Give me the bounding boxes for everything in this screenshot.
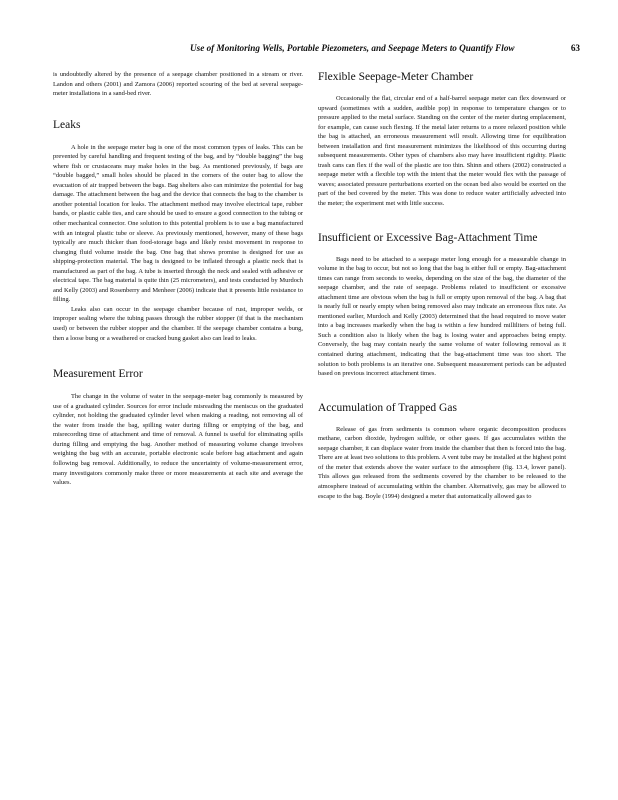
bag-attachment-paragraph: Bags need to be attached to a seepage meter long enough for a measurable change in volume in the bag to occur, but not so long that the bag is either full or empty. Bag-attachment times can range from seconds to weeks, depending on the size of the bag, the diameter of the seepage chamber, and the rate of seepage. Problems related to insufficient or excessive attachment time are obvious when the bag is full or empty upon removal of the bag. A bag that is nearly full or nearly empty when being removed also may indicate an erroneous flux rate. As mentioned earlier, Murdoch and Kelly (2003) determined that the head required to move water into a bag increases markedly when the bag is within a few hundred milliliters of being full. Such a condition also is likely when the bag is losing water and approaches being empty. Conversely, the bag may contain nearly the same volume of water following removal as it contained during attachment, indicating that the bag-attachment time was too short. The solution to both problems is an iterative one. Subsequent measurement periods can be adjusted based on previous incorrect attachment times.: [318, 255, 566, 378]
left-column: [53, 70, 303, 488]
right-column: [318, 70, 566, 501]
section-heading-flexible-chamber: Flexible Seepage-Meter Chamber: [318, 71, 474, 83]
section-heading-bag-attachment-time: Insufficient or Excessive Bag-Attachment Time: [318, 231, 538, 244]
section-heading-leaks: Leaks: [53, 118, 81, 131]
leaks-paragraph-1: A hole in the seepage meter bag is one of the most common types of leaks. This can be prevented by careful handling and frequent testing of the bag, and by “double bagging” the bag where fish or crustaceans may make holes in the bag. As mentioned previously, if bags are “double bagged,” small holes should be placed in the corners of the outer bag to allow the evacuation of air trapped between the bags. Bag shelters also can minimize the potential for bag damage. The attachment between the bag and the device that connects the bag to the chamber is another potential location for leaks. The attachment method may involve electrical tape, rubber bands, or plastic cable ties, and care should be used to ensure a good connection to the tubing or other mechanical connector. One solution to this potential problem is to use a bag manufactured with an integral plastic tube or sleeve. As previously mentioned, however, many of these bags typically are much thicker than food-storage bags and likely resist movement in response to changing fluid volume inside the bag. One bag that shows promise is designed for use as shipping-protection material. The bag is designed to be inflated through a plastic neck that is manufactured as part of the bag. A tube is inserted through the neck and sealed with adhesive or electrical tape. The bag material is quite thin (25 micrometers), and tests conducted by Murdoch and Kelly (2003) and Rosenberry and Menheer (2006) indicate that it presents little resistance to filling.: [53, 143, 303, 304]
trapped-gas-paragraph: Release of gas from sediments is common where organic decomposition produces methane, carbon dioxide, hydrogen sulfide, or other gases. If gas accumulates within the seepage chamber, it can displace water from inside the chamber that then is forced into the bag. There are at least two solutions to this problem. A vent tube may be installed at the highest point of the meter that extends above the water surface to the atmosphere (fig. 13.4, lower panel). This allows gas released from the sediments covered by the chamber to be released to the atmosphere instead of accumulating within the chamber. Alternatively, gas may be allowed to escape to the bag. Boyle (1994) designed a meter that automatically allowed gas to: [318, 425, 566, 500]
running-header-title: Use of Monitoring Wells, Portable Piezometers, and Seepage Meters to Quantify Flow: [190, 43, 515, 53]
running-header: [190, 43, 580, 53]
intro-paragraph: is undoubtedly altered by the presence of a seepage chamber positioned in a stream or river. Landon and others (2001) and Zamora (2006) reported scouring of the bed at several seepage-meter installations in a sand-bed river.: [53, 71, 303, 98]
flexible-chamber-paragraph: Occasionally the flat, circular end of a half-barrel seepage meter can flex downward or upward (sometimes with a sudden, audible pop) in response to temperature changes or to pressure applied to the metal surface. Standing on the center of the meter during emplacement, for example, can cause such flexing. If the metal later returns to a more relaxed position while the bag is attached, an erroneous measurement will result. Allowing time for equilibration between installation and first measurement minimizes the likelihood of this occurring during subsequent measurements. Other types of chambers also may have insufficient rigidity. Plastic trash cans can flex if the wall of the plastic are too thin. Shinn and others (2002) constructed a seepage meter with a flexible top with the intent that the meter would flex with the passage of waves; associated pressure perturbations exerted on the ocean bed also would be exerted on the part of the bed covered by the meter. This was done to reduce water artificially advected into the meter; the experiment met with little success.: [318, 95, 566, 208]
leaks-paragraph-2: Leaks also can occur in the seepage chamber because of rust, improper welds, or improper sealing where the tubing passes through the rubber stopper (if that is the mechanism used) or between the rubber stopper and the chamber. If the seepage chamber contains a bung, then a loose bung or a weathered or cracked bung gasket also can lead to leaks.: [53, 305, 303, 342]
measurement-error-paragraph: The change in the volume of water in the seepage-meter bag commonly is measured by use of a graduated cylinder. Sources for error include misreading the meniscus on the graduated cylinder, not holding the graduated cylinder level when making a reading, not removing all of the water from inside the bag, spilling water during filling or emptying of the bag, and misrecording time of attachment and time of removal. A funnel is useful for eliminating spills during filling and emptying the bag. Another method of measuring volume change involves weighing the bag with an accurate, portable electronic scale before bag attachment and again following bag removal. Additionally, to reduce the uncertainty of volume-measurement error, many investigators commonly make three or more measurements at each site and average the values.: [53, 393, 303, 487]
page-number: 63: [570, 43, 580, 53]
section-heading-trapped-gas: Accumulation of Trapped Gas: [318, 401, 457, 414]
section-heading-measurement-error: Measurement Error: [53, 368, 143, 381]
